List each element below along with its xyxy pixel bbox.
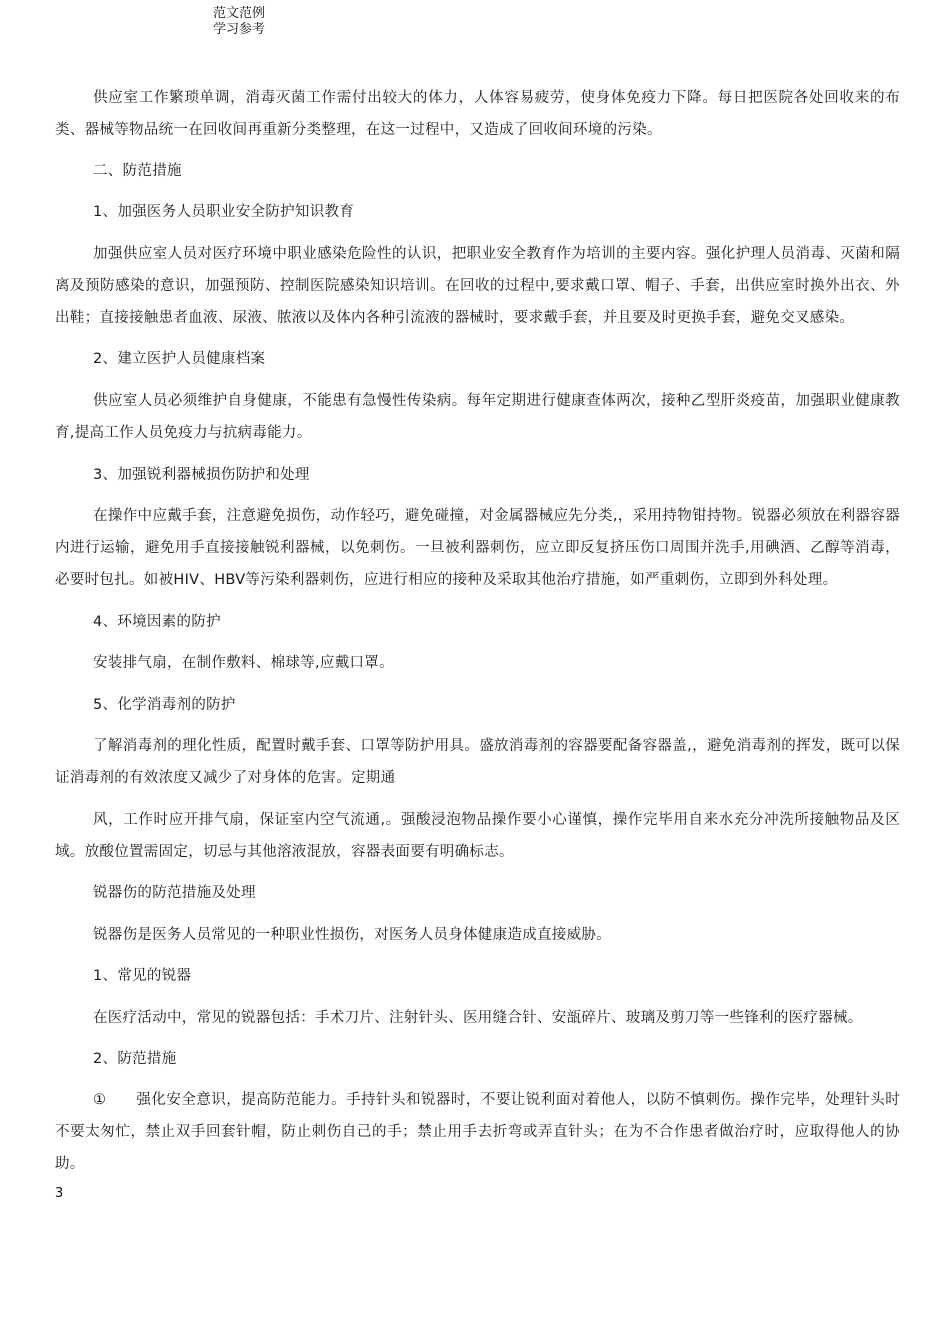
- subsection-heading: 4、环境因素的防护: [93, 614, 221, 630]
- body-text-block-7: [55, 804, 900, 868]
- body-text-block-1: [55, 82, 900, 146]
- header-watermark: 范文范例学习参考: [213, 6, 266, 37]
- paragraph: ① 强化安全意识，提高防范能力。手持针头和锐器时，不要让锐利面对着他人，以防不慎刺伤。操作完毕，处理针头时不要太匆忙，禁止双手回套针帽，防止刺伤自己的手；禁止用手去折弯或弄直针头；在为不合作患者做治疗时，应取得他人的协助。: [55, 1092, 900, 1172]
- heading-block: [55, 877, 900, 909]
- heading-block: [55, 155, 900, 187]
- body-text-block-5: [55, 647, 900, 679]
- subsection-heading: 1、加强医务人员职业安全防护知识教育: [93, 204, 355, 220]
- body-text-block-4: [55, 500, 900, 596]
- subsection-heading: 2、建立医护人员健康档案: [93, 351, 266, 367]
- paragraph: 安装排气扇，在制作敷料、棉球等,应戴口罩。: [93, 655, 394, 671]
- paragraph: 锐器伤是医务人员常见的一种职业性损伤，对医务人员身体健康造成直接威胁。: [93, 927, 611, 943]
- subsection-heading: 1、常见的锐器: [93, 968, 192, 984]
- paragraph: 加强供应室人员对医疗环境中职业感染危险性的认识，把职业安全教育作为培训的主要内容。强化护理人员消毒、灭菌和隔离及预防感染的意识，加强预防、控制医院感染知识培训。在回收的过程中,要求戴口罩、帽子、手套，出供应室时换外出衣、外出鞋；直接接触患者血液、尿液、脓液以及体内各种引流液的器械时，要求戴手套，并且要及时更换手套，避免交叉感染。: [55, 246, 900, 326]
- body-text-block-9: [55, 1002, 900, 1034]
- heading-block: [55, 689, 900, 721]
- body-text-block-3: [55, 385, 900, 449]
- heading-block: [55, 459, 900, 491]
- paragraph: 了解消毒剂的理化性质，配置时戴手套、口罩等防护用具。盛放消毒剂的容器要配备容器盖,，避免消毒剂的挥发，既可以保证消毒剂的有效浓度又减少了对身体的危害。定期通: [55, 738, 900, 786]
- heading-block: [55, 606, 900, 638]
- paragraph: 供应室人员必须维护自身健康，不能患有急慢性传染病。每年定期进行健康查体两次，接种乙型肝炎疫苗，加强职业健康教育,提高工作人员免疫力与抗病毒能力。: [55, 393, 900, 441]
- paragraph: 风，工作时应开排气扇，保证室内空气流通,。强酸浸泡物品操作要小心谨慎，操作完毕用自来水充分冲洗所接触物品及区域。放酸位置需固定，切忌与其他溶液混放，容器表面要有明确标志。: [55, 812, 900, 860]
- heading-block: [55, 1043, 900, 1075]
- subsection-heading: 2、防范措施: [93, 1051, 177, 1067]
- body-text-block-10: [55, 1084, 900, 1180]
- subsection-heading: 3、加强锐利器械损伤防护和处理: [93, 467, 310, 483]
- body-text-block-2: [55, 238, 900, 334]
- paragraph: 在操作中应戴手套，注意避免损伤，动作轻巧，避免碰撞，对金属器械应先分类,，采用持物钳持物。锐器必须放在利器容器内进行运输，避免用手直接接触锐利器械，以免刺伤。一旦被利器刺伤，应立即反复挤压伤口周围并洗手,用碘酒、乙醇等消毒，必要时包扎。如被HIV、HBV等污染利器刺伤，应进行相应的接种及采取其他治疗措施，如严重刺伤，立即到外科处理。: [55, 508, 900, 588]
- page-number: 3: [55, 1186, 64, 1201]
- section-heading: 锐器伤的防范措施及处理: [93, 885, 256, 901]
- heading-block: [55, 960, 900, 992]
- heading-block: [55, 343, 900, 375]
- section-heading: 二、防范措施: [93, 163, 182, 179]
- heading-block: [55, 196, 900, 228]
- paragraph: 在医疗活动中，常见的锐器包括：手术刀片、注射针头、医用缝合针、安瓿碎片、玻璃及剪刀等一些锋利的医疗器械。: [93, 1010, 863, 1026]
- body-text-block-6: [55, 730, 900, 794]
- body-text-block-8: [55, 919, 900, 951]
- paragraph: 供应室工作繁琐单调，消毒灭菌工作需付出较大的体力，人体容易疲劳，使身体免疫力下降。每日把医院各处回收来的布类、器械等物品统一在回收间再重新分类整理，在这一过程中，又造成了回收间环境的污染。: [55, 90, 900, 138]
- subsection-heading: 5、化学消毒剂的防护: [93, 697, 236, 713]
